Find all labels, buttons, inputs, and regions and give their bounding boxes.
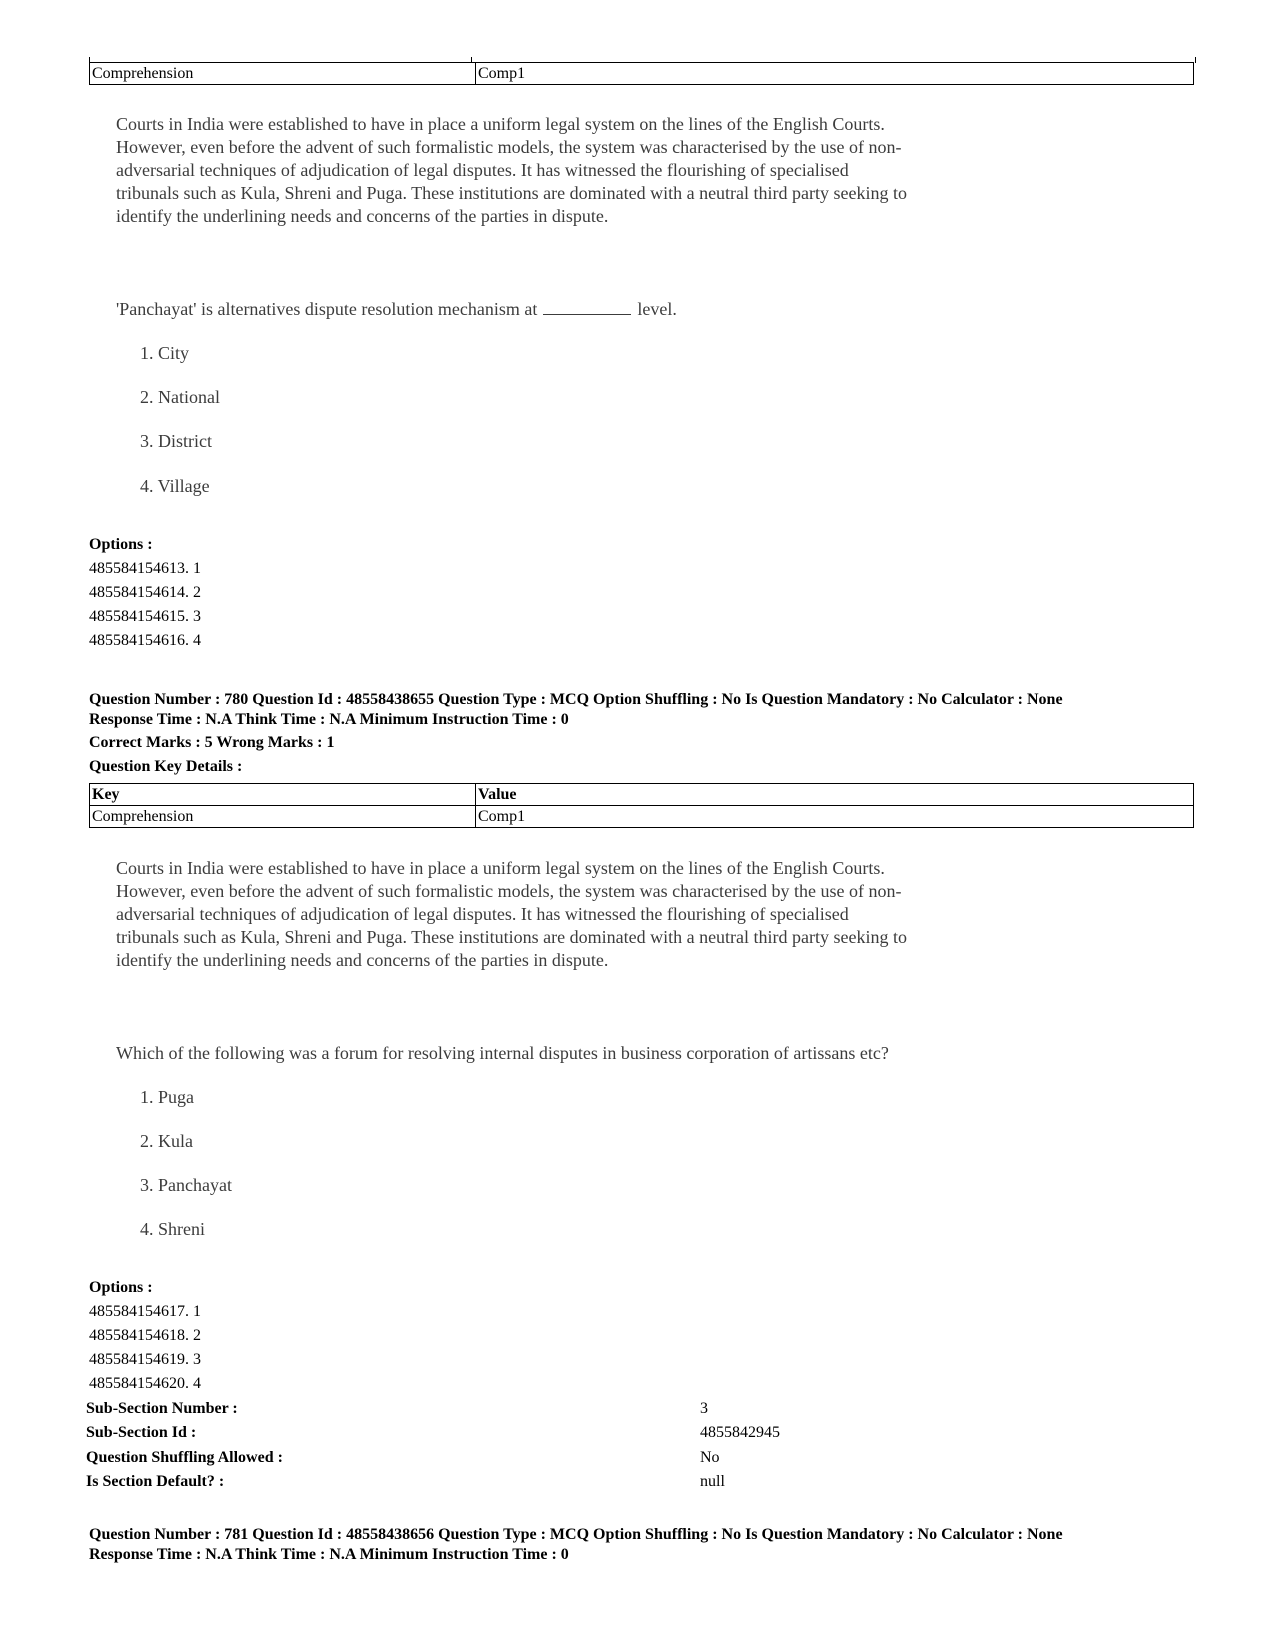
passage-line: adversarial techniques of adjudication of legal disputes. It has witnessed the flourishing of specialised — [116, 904, 849, 924]
sub-section-number-value: 3 — [700, 1400, 708, 1417]
question-header-line: Response Time : N.A Think Time : N.A Minimum Instruction Time : 0 — [89, 1546, 569, 1563]
passage-line: However, even before the advent of such formalistic models, the system was characterised by the use of non- — [116, 137, 902, 157]
passage-line: However, even before the advent of such formalistic models, the system was characterised by the use of non- — [116, 881, 902, 901]
passage-line: tribunals such as Kula, Shreni and Puga. These institutions are dominated with a neutral third party seeking to — [116, 183, 908, 203]
option-id: 485584154619. 3 — [89, 1351, 201, 1368]
choice-item: 2. Kula — [140, 1131, 193, 1151]
options-label: Options : — [89, 536, 153, 553]
table-header-value: Value — [476, 784, 1194, 806]
question-780-stem: Which of the following was a forum for resolving internal disputes in business corporation of artissans etc? — [116, 1043, 889, 1063]
option-id: 485584154613. 1 — [89, 560, 201, 577]
fill-in-blank — [543, 300, 631, 315]
option-id: 485584154620. 4 — [89, 1375, 201, 1392]
key-details-label: Question Key Details : — [89, 758, 243, 775]
passage-line: Courts in India were established to have in place a uniform legal system on the lines of the English Courts. — [116, 858, 885, 878]
sub-section-id-label: Sub-Section Id : — [86, 1424, 197, 1441]
passage-line: identify the underlining needs and concerns of the parties in dispute. — [116, 206, 609, 226]
question-shuffling-value: No — [700, 1449, 720, 1466]
option-id: 485584154618. 2 — [89, 1327, 201, 1344]
comprehension-passage-2 — [116, 857, 1016, 972]
passage-line: identify the underlining needs and concerns of the parties in dispute. — [116, 950, 609, 970]
choice-item: 3. Panchayat — [140, 1175, 232, 1195]
question-header-line: Question Number : 780 Question Id : 48558438655 Question Type : MCQ Option Shuffling : No Is Question Mandatory : No Calculator : None — [89, 691, 1063, 708]
question-781-header — [89, 1525, 1063, 1565]
table-cell-value: Comp1 — [476, 806, 1194, 828]
choice-item: 3. District — [140, 431, 212, 451]
table-header-key: Key — [90, 784, 476, 806]
table-row — [90, 63, 1194, 85]
option-id: 485584154614. 2 — [89, 584, 201, 601]
sub-section-number-label: Sub-Section Number : — [86, 1400, 238, 1417]
section-default-value: null — [700, 1473, 725, 1490]
question-header-line: Response Time : N.A Think Time : N.A Minimum Instruction Time : 0 — [89, 711, 569, 728]
question-780-header — [89, 690, 1063, 730]
choice-item: 4. Shreni — [140, 1219, 205, 1239]
table-cell-key: Comprehension — [90, 806, 476, 828]
question-shuffling-label: Question Shuffling Allowed : — [86, 1449, 283, 1466]
choice-item: 2. National — [140, 387, 220, 407]
marks-line: Correct Marks : 5 Wrong Marks : 1 — [89, 734, 335, 751]
table-cell-key: Comprehension — [90, 63, 476, 85]
option-id: 485584154617. 1 — [89, 1303, 201, 1320]
section-default-label: Is Section Default? : — [86, 1473, 225, 1490]
table-row — [90, 806, 1194, 828]
option-id: 485584154615. 3 — [89, 608, 201, 625]
question-header-line: Question Number : 781 Question Id : 48558438656 Question Type : MCQ Option Shuffling : No Is Question Mandatory : No Calculator : None — [89, 1526, 1063, 1543]
table-header-row — [90, 784, 1194, 806]
question-stem-text: 'Panchayat' is alternatives dispute resolution mechanism at — [116, 299, 538, 319]
question-stem-text-end: level. — [637, 299, 677, 319]
question-779-stem — [116, 299, 677, 320]
choice-item: 1. City — [140, 343, 190, 363]
comprehension-passage-1 — [116, 113, 1016, 228]
options-label: Options : — [89, 1279, 153, 1296]
table-cell-value: Comp1 — [476, 63, 1194, 85]
top-key-table — [89, 62, 1194, 85]
passage-line: tribunals such as Kula, Shreni and Puga. These institutions are dominated with a neutral third party seeking to — [116, 927, 908, 947]
option-id: 485584154616. 4 — [89, 632, 201, 649]
passage-line: adversarial techniques of adjudication of legal disputes. It has witnessed the flourishing of specialised — [116, 160, 849, 180]
question-780-key-table — [89, 783, 1194, 828]
choice-item: 4. Village — [140, 476, 210, 496]
choice-item: 1. Puga — [140, 1087, 194, 1107]
sub-section-id-value: 4855842945 — [700, 1424, 780, 1441]
passage-line: Courts in India were established to have in place a uniform legal system on the lines of the English Courts. — [116, 114, 885, 134]
